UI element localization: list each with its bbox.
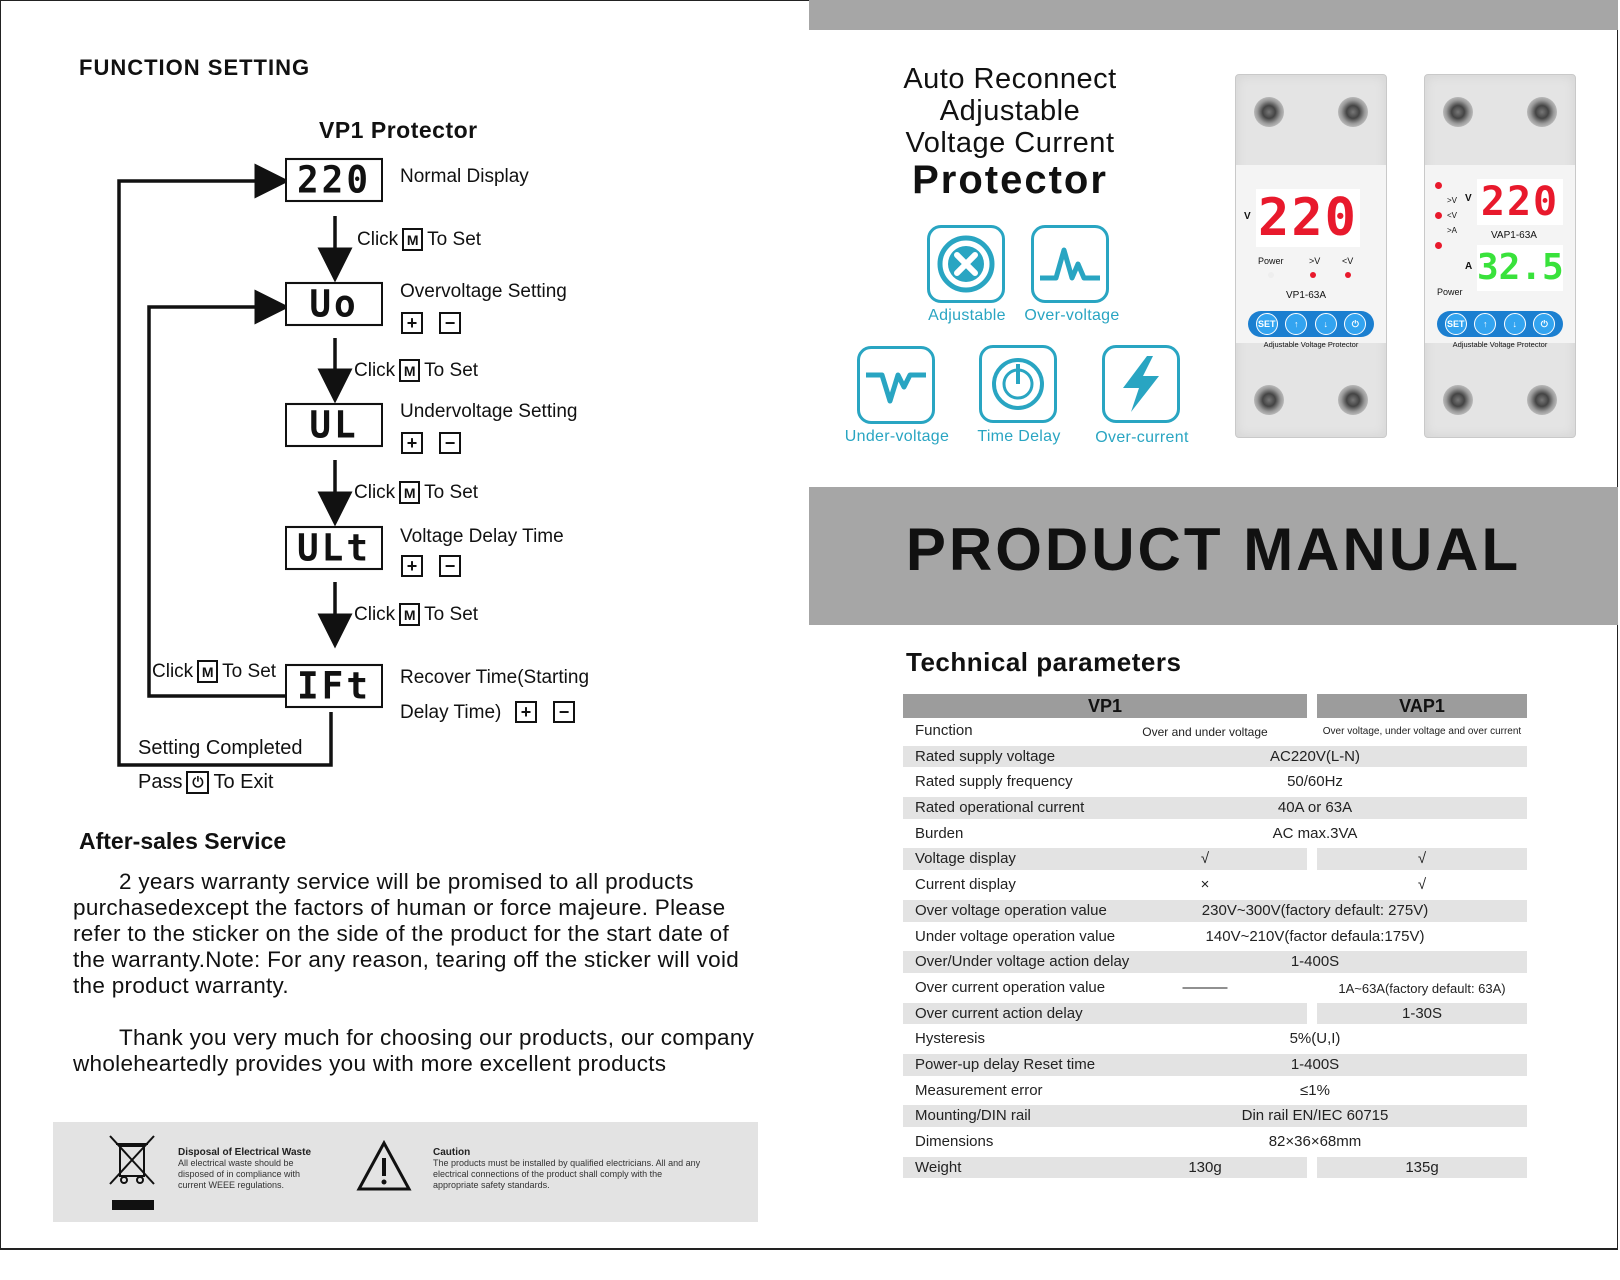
row-value-vp1: √ <box>1200 850 1210 868</box>
row-value-vap1: Over voltage, under voltage and over current <box>1322 726 1522 737</box>
arrow-down-icon: ↓ <box>1504 313 1526 335</box>
disposal-caution-bar <box>53 1122 758 1222</box>
screw-icon <box>1254 385 1284 415</box>
row-value-both: 1-400S <box>1290 1055 1340 1073</box>
arrow-up-icon: ↑ <box>1285 313 1307 335</box>
plus-key: + <box>401 555 423 577</box>
caution-notice <box>433 1147 703 1191</box>
adjustable-icon <box>927 225 1005 303</box>
plus-minus-recover-time <box>515 701 575 723</box>
device2-unit-a: A <box>1465 261 1473 272</box>
click-word: Click <box>152 660 194 682</box>
lcd-overvoltage: Uo <box>285 282 383 326</box>
lcd-normal-display: 220 <box>285 158 383 202</box>
table-row <box>903 846 1527 872</box>
row-value-both: 82×36×68mm <box>1268 1133 1362 1150</box>
device2-led-under-v: <V <box>1447 211 1458 220</box>
m-key: M <box>402 228 423 251</box>
table-row <box>903 1078 1527 1104</box>
table-row <box>903 1155 1527 1181</box>
device2-led-over-a: >A <box>1447 226 1458 235</box>
time-delay-icon <box>979 345 1057 423</box>
device2-buttons <box>1437 311 1563 337</box>
loop-to-overvoltage <box>149 307 285 696</box>
top-gray-bar <box>809 0 1618 30</box>
row-label: Rated operational current <box>915 799 1085 817</box>
lcd-undervoltage: UL <box>285 403 383 447</box>
row-label: Current display <box>915 876 1016 894</box>
over-voltage-icon <box>1031 225 1109 303</box>
over-current-icon <box>1102 345 1180 423</box>
under-voltage-icon <box>857 346 935 424</box>
caution-text: The products must be installed by qualified electricians. All and any electrical connections of the product shall comply with the appropriate safety standards. <box>433 1158 701 1190</box>
device2-footer: Adjustable Voltage Protector <box>1452 340 1548 349</box>
plus-key: + <box>401 312 423 334</box>
table-row <box>903 795 1527 821</box>
technical-parameters-table <box>903 694 1527 1180</box>
row-label: Hysteresis <box>915 1030 986 1048</box>
disposal-text: All electrical waste should be disposed of in compliance with current WEEE regulations. <box>178 1158 301 1190</box>
table-row <box>903 769 1527 795</box>
m-key: M <box>399 359 420 382</box>
led-icon <box>1345 272 1351 278</box>
to-set-word: To Set <box>222 660 277 682</box>
m-key: M <box>197 660 218 683</box>
row-label: Rated supply voltage <box>915 747 1056 765</box>
table-row <box>903 821 1527 847</box>
screw-icon <box>1338 97 1368 127</box>
label-overvoltage: Overvoltage Setting <box>400 281 567 302</box>
device2-display-current: 32.5 <box>1477 245 1563 291</box>
screw-icon <box>1254 97 1284 127</box>
table-row <box>903 1103 1527 1129</box>
device1-led-power: Power <box>1258 256 1284 266</box>
device1-model: VP1-63A <box>1286 290 1327 301</box>
table-row <box>903 924 1527 950</box>
row-value-vp1: ——— <box>1182 978 1228 996</box>
plus-minus-overvoltage <box>401 312 461 334</box>
device1-led-over-v: >V <box>1309 256 1321 266</box>
row-value-vap1: 1A~63A(factory default: 63A) <box>1338 980 1506 996</box>
set-button: SET <box>1445 313 1467 335</box>
click-m-to-set-4 <box>354 603 478 626</box>
table-row <box>903 1129 1527 1155</box>
feature-over-current: Over-current <box>1095 429 1189 446</box>
led-icon <box>1268 272 1274 278</box>
device2-display-voltage: 220 <box>1477 179 1563 225</box>
row-label: Weight <box>915 1158 962 1176</box>
after-sales-paragraph-1 <box>73 869 763 999</box>
after-sales-text-2: Thank you very much for choosing our products, our company wholeheartedly provides you with more excellent products <box>73 1025 755 1076</box>
row-value-both: AC max.3VA <box>1272 824 1358 842</box>
feature-under-voltage: Under-voltage <box>844 428 950 445</box>
screw-icon <box>1338 385 1368 415</box>
minus-key: − <box>553 701 575 723</box>
table-row <box>903 949 1527 975</box>
row-label: Rated supply frequency <box>915 773 1073 791</box>
device1-led-under-v: <V <box>1342 256 1354 266</box>
product-title-lines <box>880 63 1140 159</box>
table-row <box>903 872 1527 898</box>
table-row <box>903 744 1527 770</box>
plus-minus-undervoltage <box>401 432 461 454</box>
plus-minus-voltage-delay <box>401 555 461 577</box>
device-vap1-image <box>1424 74 1576 438</box>
after-sales-text-1: 2 years warranty service will be promised to all products purchasedexcept the factors of human or force majeure. Please refer to the sticker on the side of the product for the start date of the warranty.Note: For any reason, tearing off the sticker will void the product warranty. <box>73 869 740 998</box>
label-normal-display: Normal Display <box>400 166 529 187</box>
device1-footer: Adjustable Voltage Protector <box>1263 340 1359 349</box>
caution-title: Caution <box>433 1147 471 1158</box>
feature-time-delay: Time Delay <box>977 428 1061 445</box>
row-value-vp1: Over and under voltage <box>1142 725 1268 739</box>
power-icon: ⏻ <box>1344 313 1366 335</box>
row-value-both: AC220V(L-N) <box>1269 747 1361 765</box>
to-set-word: To Set <box>427 228 482 250</box>
click-word: Click <box>357 228 399 250</box>
weee-bin-icon <box>108 1132 158 1212</box>
label-recover-time-2: Delay Time) <box>400 702 502 723</box>
led-icon <box>1435 242 1442 249</box>
label-undervoltage: Undervoltage Setting <box>400 401 578 422</box>
row-value-vap1: √ <box>1417 850 1427 868</box>
row-label: Over current action delay <box>915 1004 1083 1022</box>
device1-unit-v: V <box>1244 211 1251 222</box>
plus-key: + <box>401 432 423 454</box>
header-vp1: VP1 <box>903 694 1307 718</box>
technical-parameters-title: Technical parameters <box>906 647 1182 677</box>
minus-key: − <box>439 555 461 577</box>
led-icon <box>1435 182 1442 189</box>
device1-buttons <box>1248 311 1374 337</box>
power-icon: ⏻ <box>1533 313 1555 335</box>
plus-key: + <box>515 701 537 723</box>
screw-icon <box>1443 97 1473 127</box>
device2-power-label: Power <box>1437 287 1463 297</box>
warning-triangle-icon <box>356 1140 412 1192</box>
table-row <box>903 718 1527 744</box>
click-word: Click <box>354 359 396 381</box>
row-label: Under voltage operation value <box>915 927 1116 945</box>
row-value-both: 40A or 63A <box>1277 799 1353 817</box>
row-value-both: 230V~300V(factory default: 275V) <box>1201 901 1429 919</box>
to-set-word: To Set <box>424 481 479 503</box>
led-icon <box>1435 212 1442 219</box>
table-row <box>903 898 1527 924</box>
lcd-voltage-delay: ULt <box>285 526 383 570</box>
row-value-vap1: 135g <box>1405 1158 1439 1176</box>
disposal-title: Disposal of Electrical Waste <box>178 1147 312 1158</box>
pass-power-to-exit <box>138 771 274 794</box>
click-word: Click <box>354 603 396 625</box>
row-label: Mounting/DIN rail <box>915 1107 1031 1125</box>
row-label: Measurement error <box>915 1081 1043 1099</box>
row-label: Burden <box>915 824 964 842</box>
to-set-word: To Set <box>424 359 479 381</box>
header-vap1: VAP1 <box>1317 694 1527 718</box>
click-m-to-set-loop <box>152 660 276 683</box>
row-value-both: 50/60Hz <box>1287 773 1343 791</box>
screw-icon <box>1443 385 1473 415</box>
pass-word: Pass <box>138 771 183 793</box>
screw-icon <box>1527 97 1557 127</box>
row-label: Dimensions <box>915 1133 994 1150</box>
power-key-icon: ⏻ <box>186 771 209 794</box>
function-setting-title: FUNCTION SETTING <box>79 55 311 80</box>
row-value-both: 5%(U,I) <box>1289 1030 1341 1048</box>
click-m-to-set-2 <box>354 359 478 382</box>
m-key: M <box>399 481 420 504</box>
title-line-3: Voltage Current <box>905 127 1115 159</box>
device-vp1-image <box>1235 74 1387 438</box>
product-title-big: Protector <box>912 158 1108 202</box>
row-label: Function <box>915 722 973 739</box>
row-value-vap1: √ <box>1417 876 1427 894</box>
minus-key: − <box>439 312 461 334</box>
product-manual-title: PRODUCT MANUAL <box>905 516 1522 583</box>
click-word: Click <box>354 481 396 503</box>
table-row <box>903 1052 1527 1078</box>
table-row <box>903 1001 1527 1027</box>
arrow-up-icon: ↑ <box>1474 313 1496 335</box>
led-icon <box>1310 272 1316 278</box>
device2-led-over-v: >V <box>1447 196 1458 205</box>
row-label: Power-up delay Reset time <box>915 1055 1096 1073</box>
minus-key: − <box>439 432 461 454</box>
table-row <box>903 1026 1527 1052</box>
after-sales-paragraph-2 <box>73 1025 763 1077</box>
m-key: M <box>399 603 420 626</box>
row-value-vp1: × <box>1200 876 1210 894</box>
set-button: SET <box>1256 313 1278 335</box>
row-label: Voltage display <box>915 850 1016 868</box>
label-recover-time: Recover Time(Starting <box>400 667 590 688</box>
device2-unit-v: V <box>1465 193 1472 204</box>
disposal-notice <box>178 1147 328 1191</box>
row-label: Over/Under voltage action delay <box>915 953 1130 971</box>
click-m-to-set-1 <box>357 228 481 251</box>
to-set-word: To Set <box>424 603 479 625</box>
to-exit-word: To Exit <box>213 771 274 793</box>
row-value-both: ≤1% <box>1300 1081 1330 1099</box>
lcd-recover-time: IFt <box>285 664 383 708</box>
device2-model: VAP1-63A <box>1491 230 1537 241</box>
row-value-both: 140V~210V(factor defaula:175V) <box>1205 927 1425 945</box>
row-value-both: Din rail EN/IEC 60715 <box>1241 1107 1389 1125</box>
row-label: Over current operation value <box>915 978 1106 996</box>
protector-title: VP1 Protector <box>319 117 478 143</box>
title-line-2: Adjustable <box>939 95 1081 127</box>
device1-display: 220 <box>1256 189 1360 247</box>
row-value-vp1: 130g <box>1188 1158 1222 1176</box>
title-line-1: Auto Reconnect <box>903 63 1117 95</box>
device2-leds <box>1447 193 1457 238</box>
feature-adjustable: Adjustable <box>928 307 1006 324</box>
label-voltage-delay: Voltage Delay Time <box>400 526 564 547</box>
after-sales-title: After-sales Service <box>79 828 287 854</box>
row-value-vap1: 1-30S <box>1401 1004 1443 1022</box>
click-m-to-set-3 <box>354 481 478 504</box>
feature-over-voltage: Over-voltage <box>1024 307 1120 324</box>
screw-icon <box>1527 385 1557 415</box>
row-value-both: 1-400S <box>1290 953 1340 971</box>
row-label: Over voltage operation value <box>915 901 1107 919</box>
table-header <box>903 694 1527 718</box>
setting-completed: Setting Completed <box>138 737 303 759</box>
table-row <box>903 975 1527 1001</box>
arrow-down-icon: ↓ <box>1315 313 1337 335</box>
